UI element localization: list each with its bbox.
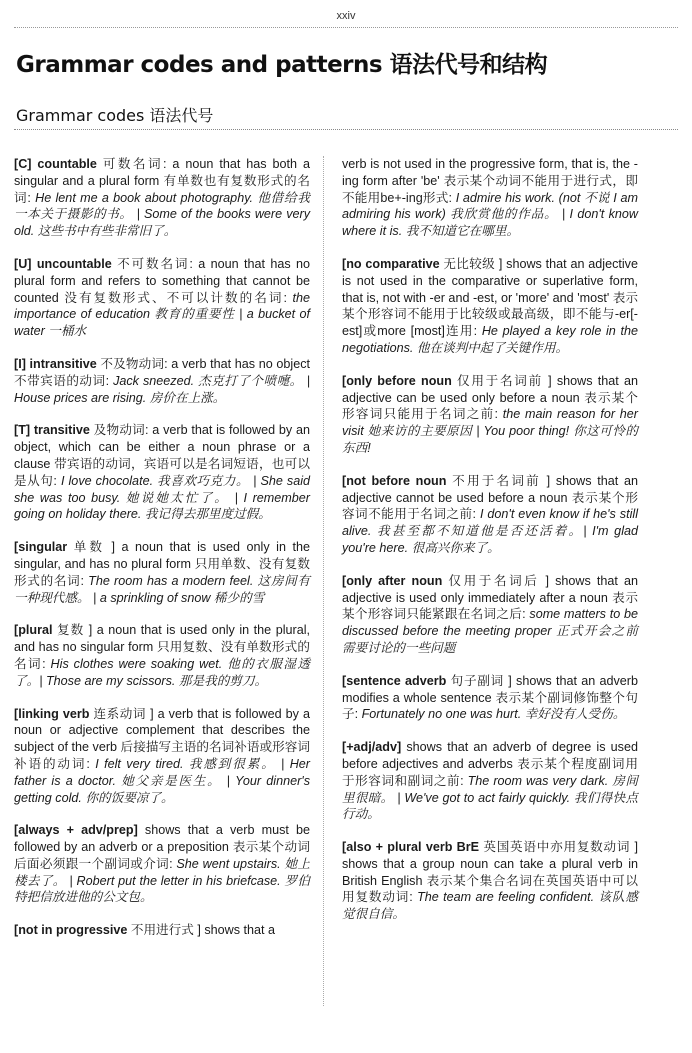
entry-definition: 不用进行式 ] shows that a [127, 923, 276, 938]
entry-example: The team are feeling confident. 该队感觉很自信。 [342, 890, 638, 922]
entry-definition: 仅用于名词前 ] shows that an adjective can be used only before a noun 表示某个形容词只能用于名词之前: [342, 373, 638, 422]
right-column [342, 156, 638, 939]
column-divider [323, 156, 324, 1006]
entry-plural-verb-bre [342, 839, 638, 923]
entry-singular [14, 539, 310, 606]
entry-example: I admire his work. (not 不说 I am admiring his work) 我欣赏他的作品。 | I don't know where it is. 我不知道它在哪里。 [342, 190, 638, 239]
entry-definition: 及物动词: a verb that is followed by an object, which can be either a noun phrase or a clause 带宾语的动词，宾语可以是名词短语，也可以是从句: [14, 423, 311, 488]
entry-example: I love chocolate. 我喜欢巧克力。 | She said she was too busy. 她说她太忙了。 | I remember going on holiday there. 我记得去那里度过假。 [14, 473, 310, 522]
entry-not-in-progressive [14, 922, 310, 939]
entry-countable [14, 156, 310, 240]
entry-example: I don't even know if he's still alive. 我甚至都不知道他是否还活着。| I'm glad you're here. 很高兴你来了。 [342, 507, 638, 555]
entry-definition: 英国英语中亦用复数动词 ] shows that a group noun can take a plural verb in British English 表示某个集合名词在英国英语中可以用复数动词: [342, 840, 638, 905]
entry-example: The room has a modern feel. 这房间有一种现代感。 | a sprinkling of snow 稀少的雪 [14, 573, 311, 605]
entry-code: [only after noun [342, 573, 443, 588]
entry-example: His clothes were soaking wet. 他的衣服湿透了。| Those are my scissors. 那是我的剪刀。 [14, 656, 311, 688]
entry-uncountable [14, 256, 310, 340]
entry-code: [plural [14, 623, 53, 638]
entry-code: [U] uncountable [14, 256, 112, 271]
entry-example: The room was very dark. 房间里很暗。 | We've got to act fairly quickly. 我们得快点行动。 [342, 773, 639, 822]
entry-definition: 连系动词 ] a verb that is followed by a noun or adjective complement that describes the subject of the verb 后接描写主语的名词补语或形容词补语的动词: [14, 706, 310, 771]
entry-example: Jack sneezed. 杰克打了个喷嚏。 | House prices are rising. 房价在上涨。 [14, 373, 310, 405]
entry-code: [T] transitive [14, 423, 90, 438]
entry-example: Fortunately no one was hurt. 幸好没有人受伤。 [361, 707, 626, 722]
entry-definition: shows that a verb must be followed by an adverb or a preposition 表示某个动词后面必须跟一个副词或介词: [14, 823, 310, 871]
section-title: Grammar codes 语法代号 [16, 106, 214, 125]
entry-code: [linking verb [14, 706, 90, 721]
entry-always-adv-prep [14, 822, 310, 906]
section-rule [14, 129, 678, 130]
entry-code: [no comparative [342, 256, 440, 271]
entry-example: I felt very tired. 我感到很累。 | Her father is a doctor. 她父亲是医生。 | Your dinner's getting cold. 你的饭要凉了。 [14, 756, 311, 805]
entry-linking-verb [14, 706, 310, 807]
entry-definition: shows that an adverb of degree is used before adjectives and adverbs 表示某个程度副词用于形容词和副词之前: [342, 740, 638, 788]
entry-intransitive [14, 356, 310, 406]
entry-plural [14, 622, 310, 689]
entry-not-in-progressive-continued [342, 156, 638, 240]
entry-example: the importance of education 教育的重要性 | a bucket of water 一桶水 [14, 290, 310, 339]
entry-example: He played a key role in the negotiations. 他在谈判中起了关键作用。 [342, 324, 638, 355]
entry-no-comparative [342, 256, 638, 357]
entry-definition: 单数 ] a noun that is used only in the singular, and has no plural form 只用单数、没有复数形式的名词: [14, 540, 310, 588]
entry-example: She went upstairs. 她上楼去了。 | Robert put the letter in his briefcase. 罗伯特把信放进他的公文包。 [14, 856, 310, 905]
entry-definition: 可数名词: a noun that has both a singular and a plural form 有单数也有复数形式的名词: [14, 157, 310, 205]
entry-definition: 无比较级 ] shows that an adjective is not used in the comparative or superlative form, that is, not with -er and -est, or 'more' and 'most' 表示某个形容词不能用于比较级或最高级，即不能与-er[-est]或more [most]连用: [342, 256, 638, 339]
entry-not-before-noun [342, 473, 638, 557]
left-column [14, 156, 310, 955]
entry-code: [not before noun [342, 473, 447, 488]
entry-code: [only before noun [342, 373, 452, 388]
page-title: Grammar codes and patterns 语法代号和结构 [16, 52, 548, 78]
entry-code: [C] countable [14, 157, 97, 171]
entry-code: [not in progressive [14, 923, 128, 938]
entry-only-after-noun [342, 573, 638, 657]
entry-code: [singular [14, 540, 68, 555]
entry-definition: 句子副词 ] shows that an adverb modifies a whole sentence 表示某个副词修饰整个句子: [342, 673, 639, 722]
entry-code: [sentence adverb [342, 673, 447, 688]
entry-code: [always + adv/prep] [14, 823, 138, 838]
entry-definition: 仅用于名词后 ] shows that an adjective is used only immediately after a noun 表示某个形容词只能紧跟在名词之后: [342, 573, 638, 622]
header-rule [14, 27, 678, 28]
entry-adj-adv [342, 739, 638, 823]
entry-example: the main reason for her visit 她来访的主要原因 | You poor thing! 你这可怜的东西! [342, 407, 638, 455]
entry-definition: verb is not used in the progressive form, that is, the -ing form after 'be' 表示某个动词不能用于进行式，即不能用be+-ing形式: [342, 157, 638, 205]
entry-example: He lent me a book about photography. 他借给我一本关于摄影的书。 | Some of the books were very old. 这些书中有些非常旧了。 [14, 190, 311, 239]
entry-code: [I] intransitive [14, 356, 97, 371]
entry-transitive [14, 422, 310, 523]
entry-definition: 不用于名词前 ] shows that an adjective cannot be used before a noun 表示某个形容词不能用于名词之前: [342, 473, 638, 522]
page-number: xxiv [336, 10, 356, 22]
entry-code: [also + plural verb BrE [342, 840, 480, 855]
entry-only-before-noun [342, 373, 638, 457]
entry-definition: 不及物动词: a verb that has no object 不带宾语的动词: [14, 356, 310, 388]
entry-sentence-adverb [342, 673, 638, 723]
entry-code: [+adj/adv] [342, 740, 402, 755]
entry-definition: 复数 ] a noun that is used only in the plural, and has no singular form 只用复数、没有单数形式的名词: [14, 623, 310, 671]
entry-definition: 不可数名词: a noun that has no plural form and refers to something that cannot be counted 没有复数形式、不可以计数的名词: [14, 256, 311, 305]
entry-example: some matters to be discussed before the meeting proper 正式开会之前需要讨论的一些问题 [342, 607, 638, 655]
